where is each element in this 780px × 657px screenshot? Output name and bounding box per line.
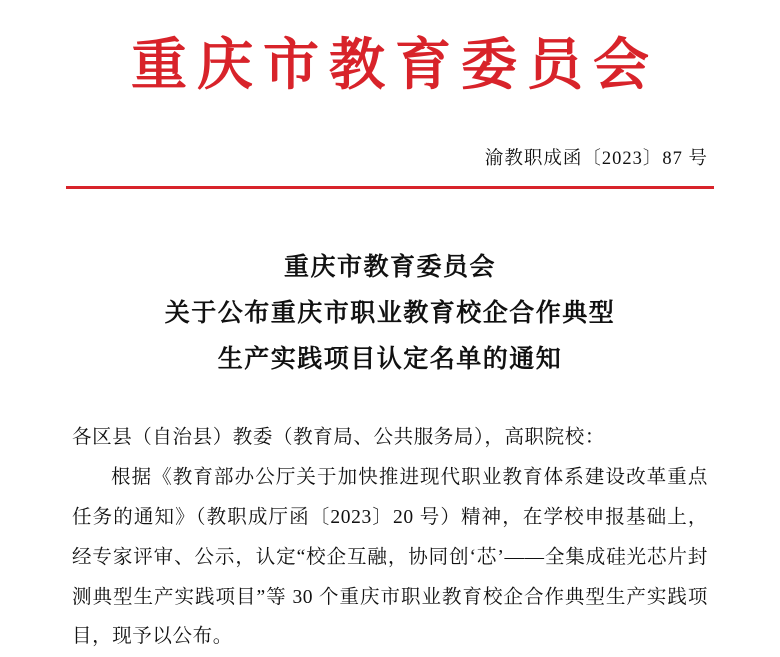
title-line-3: 生产实践项目认定名单的通知: [217, 346, 563, 374]
title-line-2: 关于公布重庆市职业教育校企合作典型: [164, 300, 616, 328]
document-title: [0, 245, 780, 384]
body-paragraph-1: 根据《教育部办公厅关于加快推进现代职业教育体系建设改革重点任务的通知》（教职成厅函〔2023〕20 号）精神，在学校申报基础上，经专家评审、公示，认定“校企互融，协同创‘芯’——全集成硅光芯片封测典型生产实践项目”等 30 个重庆市职业教育校企合作典型生产实践项目，现予以公布。: [72, 466, 708, 648]
title-line-1: 重庆市教育委员会: [283, 253, 496, 281]
letterhead: [0, 0, 780, 98]
red-separator-rule: [66, 186, 714, 189]
letterhead-organization: 重庆市教育委员会: [131, 35, 659, 97]
document-body: [72, 418, 708, 657]
salutation: 各区县（自治县）教委（教育局、公共服务局），高职院校：: [72, 426, 605, 448]
document-number: 渝教职成函〔2023〕87 号: [484, 149, 708, 170]
document-number-row: [0, 144, 780, 170]
